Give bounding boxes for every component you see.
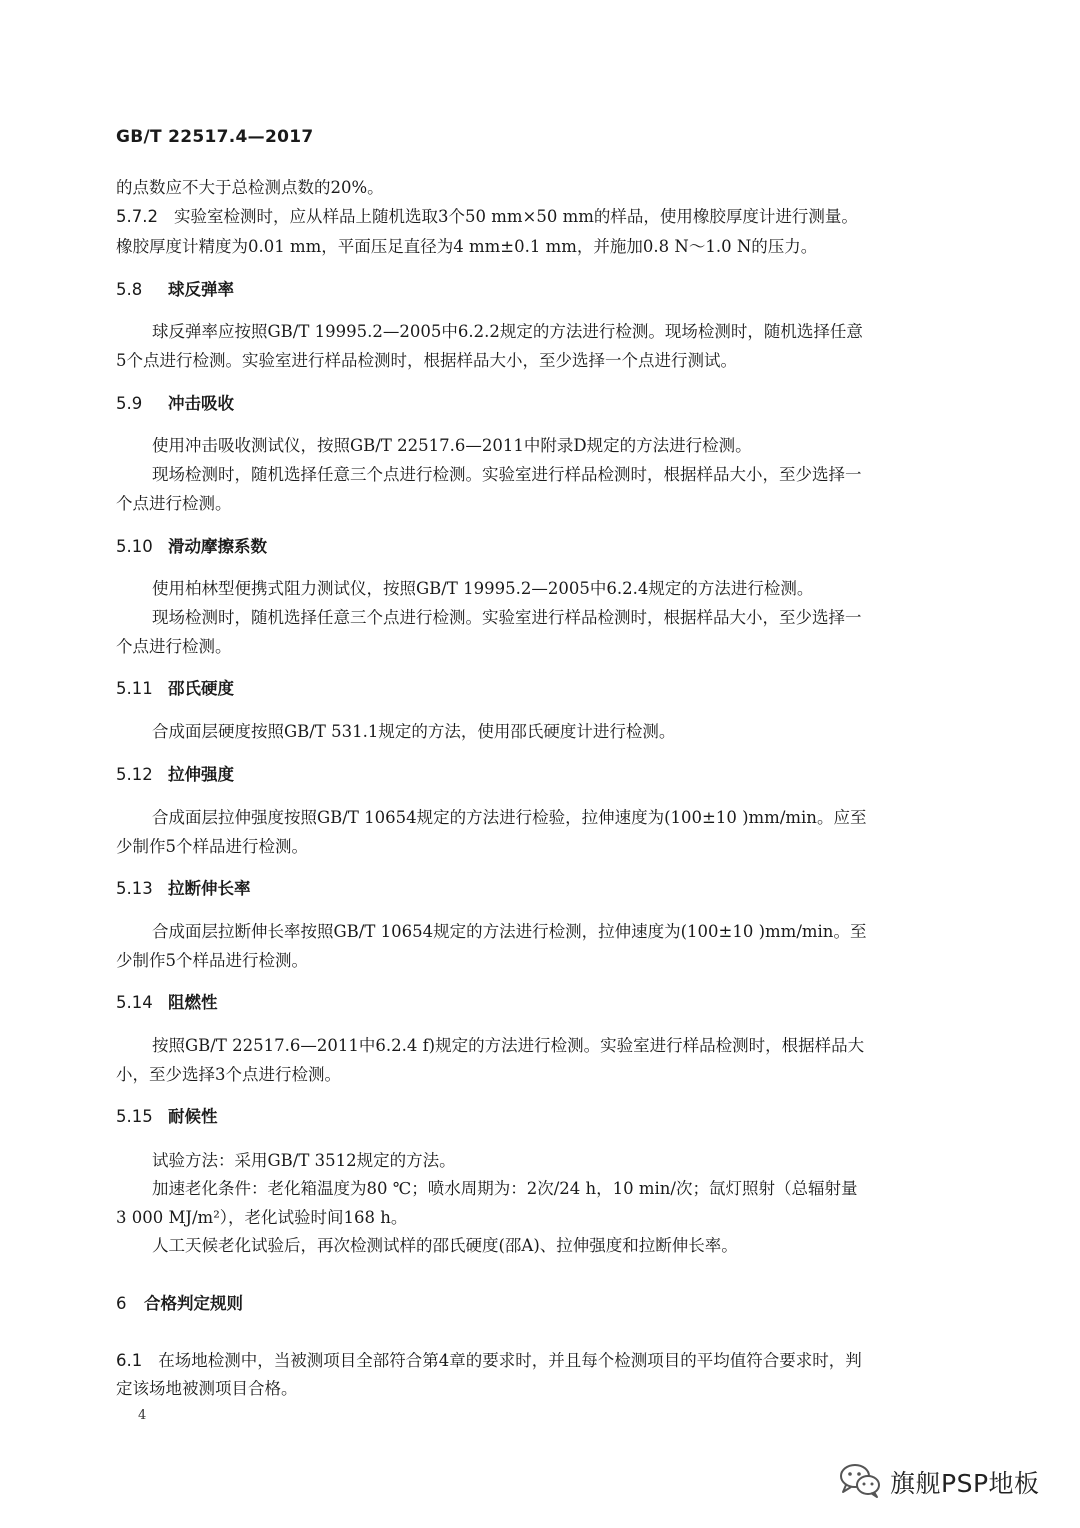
text-line: 试验方法：采用GB/T 3512规定的方法。 xyxy=(152,1151,456,1170)
section-title: 邵氏硬度 xyxy=(168,679,234,698)
section-number: 5.9 xyxy=(116,394,143,413)
section-heading-5-13 xyxy=(116,877,251,901)
watermark xyxy=(838,1462,1040,1502)
section-title: 拉伸强度 xyxy=(168,765,234,784)
text-line: 球反弹率应按照GB/T 19995.2—2005中6.2.2规定的方法进行检测。现场检测时，随机选择任意 xyxy=(152,322,863,341)
watermark-text: 旗舰PSP地板 xyxy=(890,1469,1040,1498)
clause-number: 5.7.2 xyxy=(116,207,158,226)
text-line: 人工天候老化试验后，再次检测试样的邵氏硬度(邵A)、拉伸强度和拉断伸长率。 xyxy=(152,1236,738,1255)
section-number: 5.8 xyxy=(116,280,143,299)
clause-number: 6.1 xyxy=(116,1351,143,1370)
section-heading-5-12 xyxy=(116,763,234,787)
section-number: 5.15 xyxy=(116,1107,153,1126)
section-title: 耐候性 xyxy=(168,1107,218,1126)
text-line: 现场检测时，随机选择任意三个点进行检测。实验室进行样品检测时，根据样品大小，至少选择一 xyxy=(152,608,862,627)
section-heading-5-14 xyxy=(116,991,218,1015)
page-number: 4 xyxy=(138,1408,147,1423)
section-title: 球反弹率 xyxy=(168,280,234,299)
text-line: 现场检测时，随机选择任意三个点进行检测。实验室进行样品检测时，根据样品大小，至少选择一 xyxy=(152,465,862,484)
standard-code-header: GB/T 22517.4—2017 xyxy=(116,127,314,147)
text-line: 橡胶厚度计精度为0.01 mm，平面压足直径为4 mm±0.1 mm，并施加0.8 N～1.0 N的压力。 xyxy=(116,237,818,256)
section-number: 6 xyxy=(116,1294,127,1313)
section-heading-5-15 xyxy=(116,1105,218,1129)
section-heading-5-8 xyxy=(116,278,234,302)
text-line: 实验室检测时，应从样品上随机选取3个50 mm×50 mm的样品，使用橡胶厚度计进行测量。 xyxy=(173,207,858,226)
wechat-icon xyxy=(838,1461,882,1503)
text-line: 5个点进行检测。实验室进行样品检测时，根据样品大小，至少选择一个点进行测试。 xyxy=(116,351,737,370)
text-line: 个点进行检测。 xyxy=(116,494,232,513)
text-line: 使用冲击吸收测试仪，按照GB/T 22517.6—2011中附录D规定的方法进行检测。 xyxy=(152,436,752,455)
section-number: 5.10 xyxy=(116,537,153,556)
text-line: 合成面层硬度按照GB/T 531.1规定的方法，使用邵氏硬度计进行检测。 xyxy=(152,722,676,741)
text-line: 少制作5个样品进行检测。 xyxy=(116,837,308,856)
section-title: 滑动摩擦系数 xyxy=(168,537,267,556)
text-line: 合成面层拉断伸长率按照GB/T 10654规定的方法进行检测，拉伸速度为(100±10 )mm/min。至 xyxy=(152,922,867,941)
section-number: 5.13 xyxy=(116,879,153,898)
text-line: 少制作5个样品进行检测。 xyxy=(116,951,308,970)
section-title: 拉断伸长率 xyxy=(168,879,251,898)
clause-5-7-2 xyxy=(116,205,956,229)
section-heading-5-9 xyxy=(116,392,234,416)
text-line: 小，至少选择3个点进行检测。 xyxy=(116,1065,341,1084)
section-heading-5-10 xyxy=(116,535,267,559)
section-heading-6 xyxy=(116,1292,243,1316)
section-title: 阻燃性 xyxy=(168,993,218,1012)
section-title: 合格判定规则 xyxy=(144,1294,243,1313)
text-line: 使用柏林型便携式阻力测试仪，按照GB/T 19995.2—2005中6.2.4规定的方法进行检测。 xyxy=(152,579,814,598)
section-number: 5.12 xyxy=(116,765,153,784)
text-line: 按照GB/T 22517.6—2011中6.2.4 f)规定的方法进行检测。实验室进行样品检测时，根据样品大 xyxy=(152,1036,865,1055)
text-line: 的点数应不大于总检测点数的20%。 xyxy=(116,178,384,197)
section-number: 5.14 xyxy=(116,993,153,1012)
clause-6-1 xyxy=(116,1349,956,1373)
text-line: 加速老化条件：老化箱温度为80 ℃；喷水周期为：2次/24 h，10 min/次；氙灯照射（总辐射量 xyxy=(152,1179,858,1198)
text-line: 3 000 MJ/m²），老化试验时间168 h。 xyxy=(116,1208,408,1227)
text-line: 个点进行检测。 xyxy=(116,637,232,656)
text-line: 合成面层拉伸强度按照GB/T 10654规定的方法进行检验，拉伸速度为(100±10 )mm/min。应至 xyxy=(152,808,867,827)
text-line: 在场地检测中，当被测项目全部符合第4章的要求时，并且每个检测项目的平均值符合要求时，判 xyxy=(158,1351,862,1370)
text-line: 定该场地被测项目合格。 xyxy=(116,1379,298,1398)
section-title: 冲击吸收 xyxy=(168,394,234,413)
section-heading-5-11 xyxy=(116,677,234,701)
section-number: 5.11 xyxy=(116,679,153,698)
